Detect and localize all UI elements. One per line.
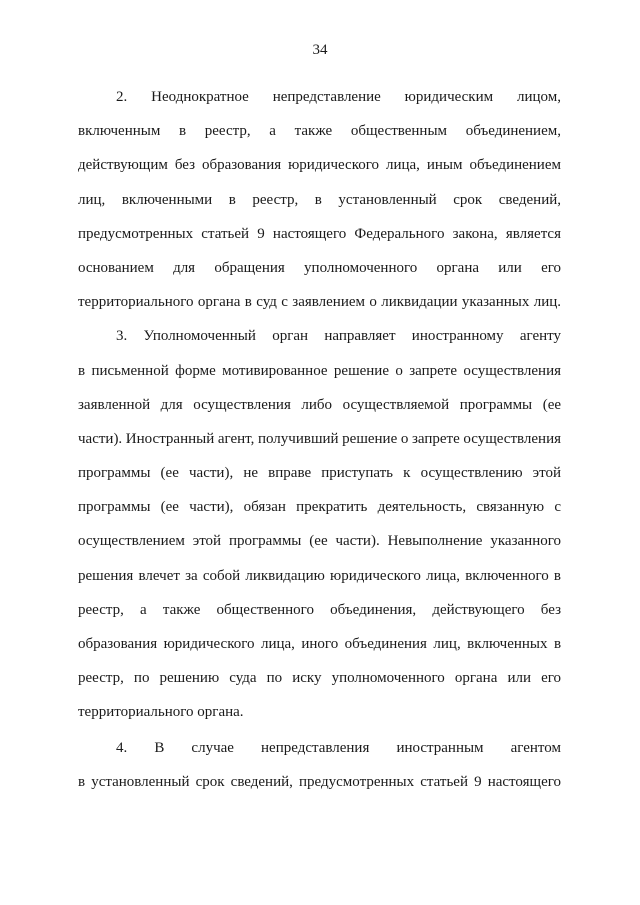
text-line: территориального органа в суд с заявлением о ликвидации указанных лиц. — [78, 294, 561, 311]
text-line: реестр, а также общественного объединения, действующего без — [78, 601, 562, 618]
text-line: осуществлением этой программы (ее части). Невыполнение указанного — [78, 533, 561, 550]
text-line: программы (ее части), не вправе приступать к осуществлению этой — [78, 465, 561, 482]
text-line: образования юридического лица, иного объединения лиц, включенных в — [78, 636, 562, 652]
text-line: 4. В случае непредставления иностранным агентом — [116, 739, 561, 756]
document-body — [78, 80, 561, 799]
text-line: территориального органа. — [78, 704, 244, 721]
paragraph-2 — [78, 80, 561, 319]
text-line: в письменной форме мотивированное решение о запрете осуществления — [78, 362, 561, 379]
text-line: программы (ее части), обязан прекратить деятельность, связанную с — [78, 499, 562, 516]
text-line: предусмотренных статьей 9 настоящего Федерального закона, является — [78, 225, 561, 242]
text-line: лиц, включенными в реестр, в установленный срок сведений, — [78, 191, 562, 208]
text-line: 3. Уполномоченный орган направляет иностранному агенту — [116, 328, 562, 345]
paragraph-3 — [78, 319, 561, 729]
text-line: реестр, по решению суда по иску уполномоченного органа или его — [78, 670, 561, 687]
text-line: в установленный срок сведений, предусмотренных статьей 9 настоящего — [78, 773, 562, 790]
paragraph-4 — [78, 731, 561, 799]
text-line: 2. Неоднократное непредставление юридическим лицом, — [116, 89, 561, 105]
text-line: основанием для обращения уполномоченного органа или его — [78, 259, 562, 276]
text-line: части). Иностранный агент, получивший решение о запрете осуществления — [78, 430, 561, 447]
page-number: 34 — [312, 42, 328, 58]
text-line: решения влечет за собой ликвидацию юридического лица, включенного в — [78, 567, 562, 584]
text-line: включенным в реестр, а также общественным объединением, — [78, 123, 561, 140]
text-line: заявленной для осуществления либо осуществляемой программы (ее — [78, 396, 562, 413]
text-line: действующим без образования юридического лица, иным объединением — [78, 157, 561, 174]
